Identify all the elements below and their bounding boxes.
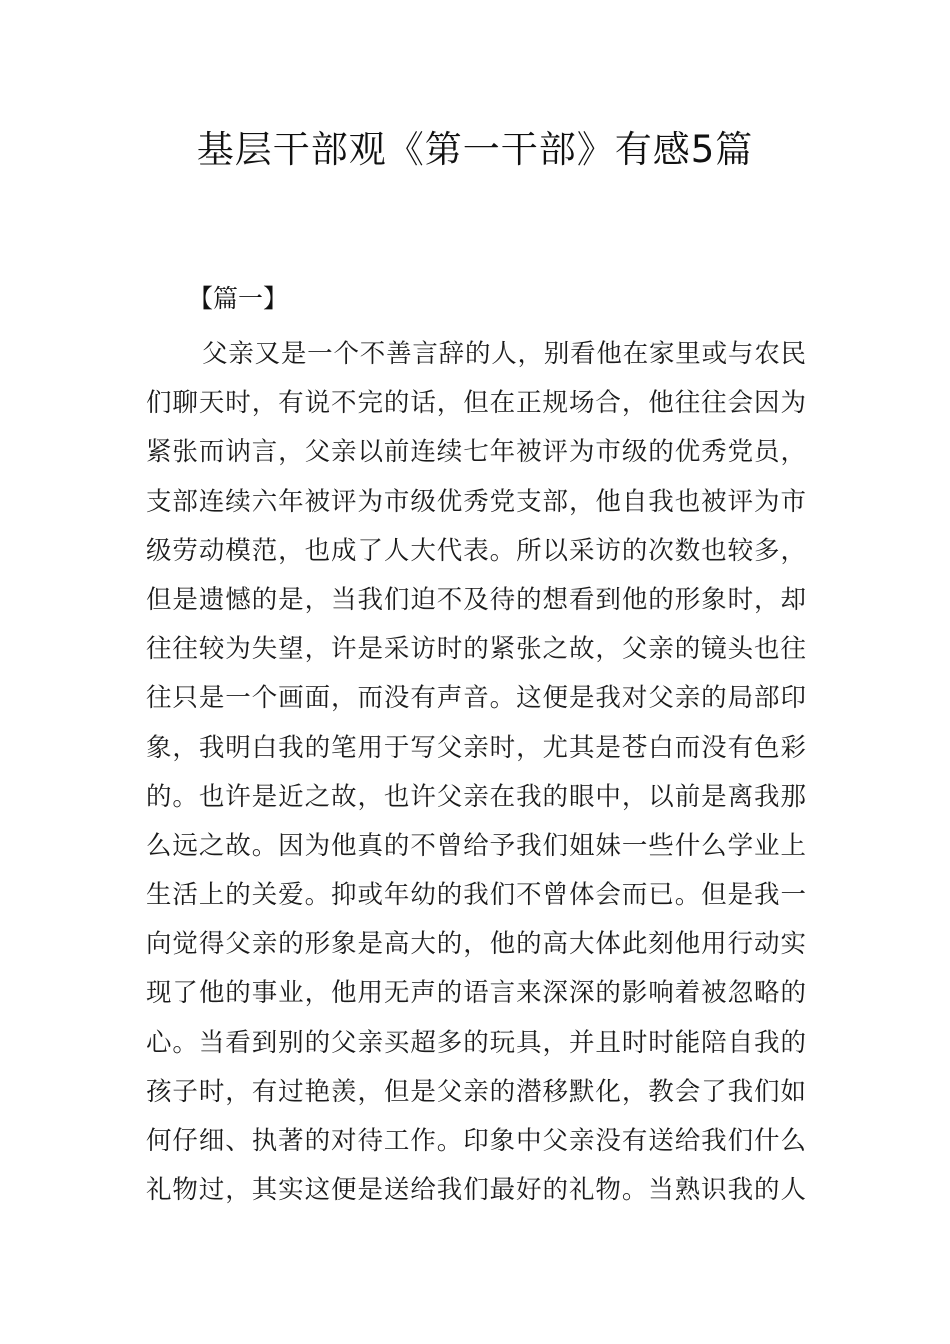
body-line: 礼物过，其实这便是送给我们最好的礼物。当熟识我的人 xyxy=(146,1175,806,1206)
body-line: 孩子时，有过艳羡，但是父亲的潜移默化，教会了我们如 xyxy=(146,1076,806,1107)
body-line: 们聊天时，有说不完的话，但在正规场合，他往往会因为 xyxy=(146,388,806,419)
body-line: 父亲又是一个不善言辞的人，别看他在家里或与农民 xyxy=(202,339,806,369)
body-line: 支部连续六年被评为市级优秀党支部，他自我也被评为市 xyxy=(146,486,806,517)
body-line: 生活上的关爱。抑或年幼的我们不曾体会而已。但是我一 xyxy=(146,880,806,911)
body-line: 的。也许是近之故，也许父亲在我的眼中，以前是离我那 xyxy=(146,781,806,812)
body-line: 何仔细、执著的对待工作。印象中父亲没有送给我们什么 xyxy=(146,1126,806,1156)
body-line: 向觉得父亲的形象是高大的，他的高大体此刻他用行动实 xyxy=(146,929,806,960)
body-line: 心。当看到别的父亲买超多的玩具，并且时时能陪自我的 xyxy=(146,1027,806,1058)
body-line: 但是遗憾的是，当我们迫不及待的想看到他的形象时，却 xyxy=(146,584,806,615)
body-text xyxy=(146,330,806,1215)
body-line: 现了他的事业，他用无声的语言来深深的影响着被忽略的 xyxy=(146,978,806,1009)
document-title: 基层干部观《第一干部》有感5篇 xyxy=(196,128,754,171)
body-line: 象，我明白我的笔用于写父亲时，尤其是苍白而没有色彩 xyxy=(146,732,806,763)
body-line: 级劳动模范，也成了人大代表。所以采访的次数也较多， xyxy=(146,535,806,566)
body-line: 往往较为失望，许是采访时的紧张之故，父亲的镜头也往 xyxy=(146,634,806,665)
body-line: 么远之故。因为他真的不曾给予我们姐妹一些什么学业上 xyxy=(146,830,806,861)
body-line: 往只是一个画面，而没有声音。这便是我对父亲的局部印 xyxy=(146,683,806,714)
section-heading: 【篇一】 xyxy=(188,284,289,313)
body-line: 紧张而讷言，父亲以前连续七年被评为市级的优秀党员， xyxy=(146,437,806,468)
